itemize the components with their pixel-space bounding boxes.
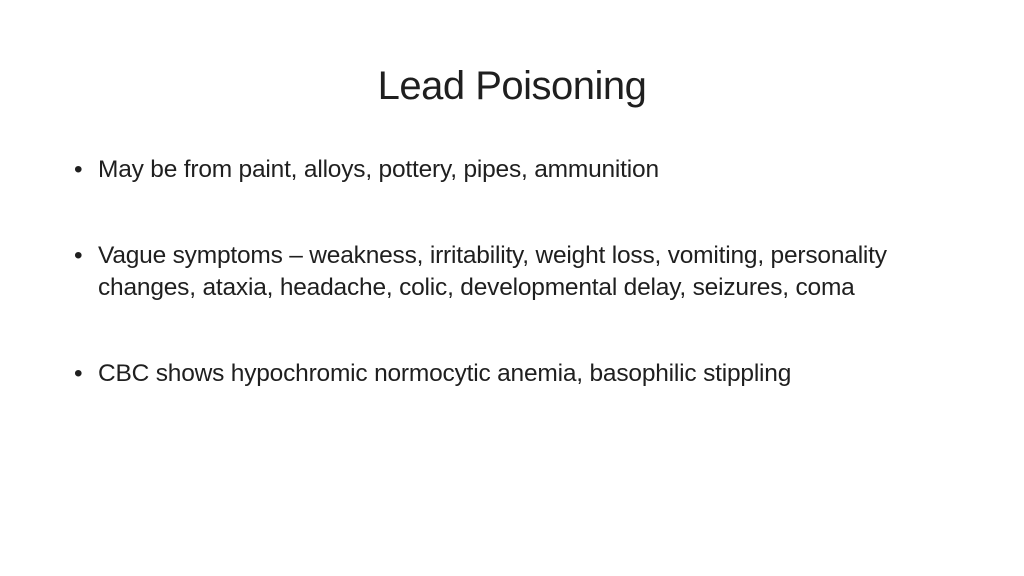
bullet-item	[74, 240, 974, 304]
bullet-text: Vague symptoms – weakness, irritability, weight loss, vomiting, personality changes, ataxia, headache, colic, developmental delay, seizures, coma	[98, 242, 887, 301]
bullet-item	[74, 358, 974, 390]
bullet-text: May be from paint, alloys, pottery, pipes, ammunition	[98, 156, 659, 183]
bullet-text: CBC shows hypochromic normocytic anemia, basophilic stippling	[98, 360, 792, 387]
bullet-dot-icon: •	[74, 242, 83, 269]
bullet-item	[74, 154, 974, 186]
bullet-dot-icon: •	[74, 360, 83, 387]
bullet-list	[74, 154, 974, 390]
bullet-dot-icon: •	[74, 156, 83, 183]
slide-title: Lead Poisoning	[377, 64, 647, 108]
